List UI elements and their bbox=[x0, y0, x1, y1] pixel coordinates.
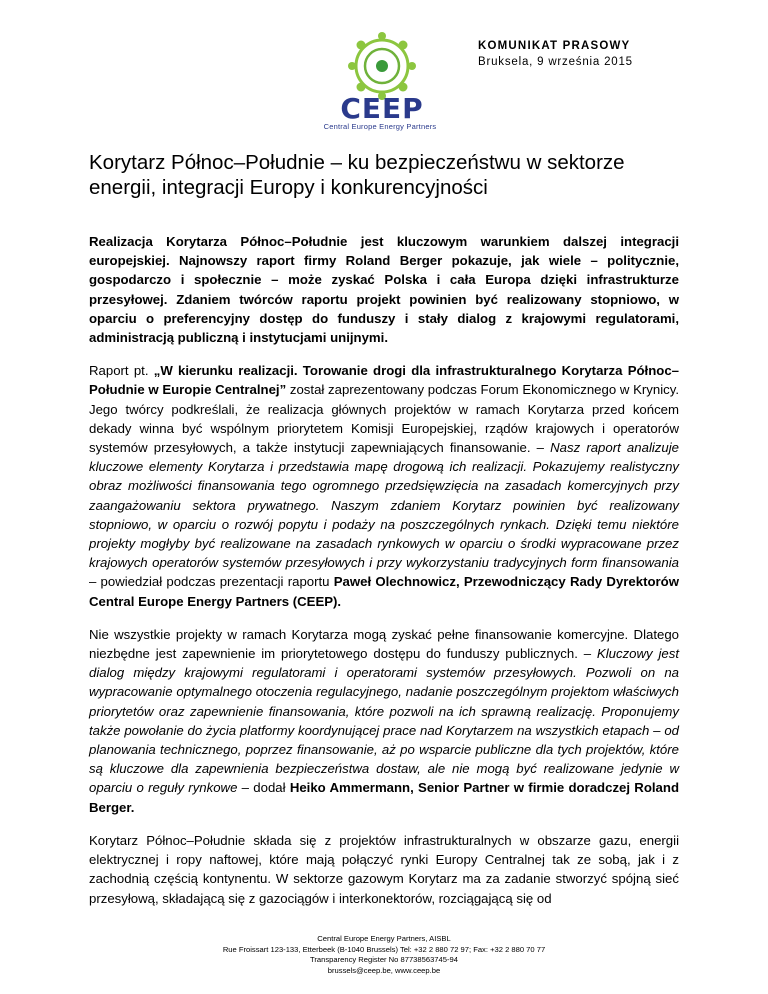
quote-olechnowicz: Nasz raport analizuje kluczowe elementy Korytarza i przedstawia mapę drogową ich realizacji. Pokazujemy realistyczny obraz możliwości finansowania tego ogromnego przedsięwzięcia na zasadach komercyjnych przy zaangażowaniu sektora prywatnego. Naszym zdaniem Korytarz powinien być realizowany stopniowo, w oparciu o rozwój popytu i podaży na poszczególnych rynkach. Dzięki temu niektóre projekty mogłyby być realizowane na zasadach rynkowych w oparciu o środki wypracowane przez krajowych operatorów systemów przesyłowych i przy wykorzystaniu tradycyjnych form finansowania bbox=[89, 440, 679, 571]
paragraph-3 bbox=[89, 625, 679, 817]
page-footer bbox=[0, 934, 768, 976]
logo-subtitle: Central Europe Energy Partners bbox=[323, 122, 437, 131]
logo-wordmark: CEEP bbox=[340, 92, 424, 125]
speaker-olechnowicz: Paweł Olechnowicz, Przewodniczący Rady Dyrektorów Central Europe Energy Partners (CEEP). bbox=[89, 574, 679, 609]
p2-text-a: Raport pt. bbox=[89, 363, 154, 379]
report-title: „W kierunku realizacji. Torowanie drogi dla infrastrukturalnego Korytarza Północ–Południe w Europie Centralnej” bbox=[89, 363, 679, 398]
p2-text-c: został zaprezentowany podczas Forum Ekonomicznego w Krynicy. Jego twórcy podkreślali, że realizacja głównych projektów w ramach Korytarza przed końcem dekady winna być wspólnym priorytetem Komisji Europejskiej, rządów krajowych i operatorów systemów przesyłowych, a także instytucji zapewniających finansowanie. – bbox=[89, 382, 679, 456]
article-body bbox=[89, 232, 679, 922]
lead-text: Realizacja Korytarza Północ–Południe jest kluczowym warunkiem dalszej integracji europejskiej. Najnowszy raport firmy Roland Berger pokazuje, jak wiele – politycznie, gospodarczo i społecznie – może zyskać Polska i cała Europa dzięki infrastrukturze przesyłowej. Zdaniem twórców raportu projekt powinien być realizowany stopniowo, w oparciu o preferencyjny dostęp do funduszy i stały dialog z krajowymi regulatorami, administracją publiczną i instytucjami unijnymi. bbox=[89, 234, 679, 346]
quote-ammermann: Kluczowy jest dialog między krajowymi regulatorami i operatorami systemów przesyłowych. Pozwoli on na wypracowanie optymalnego otoczenia regulacyjnego, nadanie poszczególnym projektom właściwych priorytetów oraz zapewnienie finansowania, które pozwoli na ich sprawną realizację. Proponujemy także powołanie do życia platformy koordynującej prace nad Korytarzem na wszystkich etapach – od planowania technicznego, poprzez finansowanie, aż po wsparcie publiczne dla tych projektów, które są kluczowe dla zapewnienia bezpieczeństwa dostaw, ale nie mogą być realizowane jedynie w oparciu o reguły rynkowe bbox=[89, 646, 679, 796]
speaker-ammermann: Heiko Ammermann, Senior Partner w firmie doradczej Roland Berger. bbox=[89, 780, 679, 815]
press-release-label: KOMUNIKAT PRASOWY bbox=[478, 40, 631, 52]
footer-contact: brussels@ceep.be, www.ceep.be bbox=[327, 965, 441, 975]
page-title: Korytarz Północ–Południe – ku bezpieczeństwu w sektorze energii, integracji Europy i konkurencyjności bbox=[89, 151, 625, 199]
paragraph-2 bbox=[89, 361, 679, 611]
p2-text-d: – powiedział podczas prezentacji raportu bbox=[89, 574, 334, 590]
lead-paragraph bbox=[89, 232, 679, 347]
footer-address: Rue Froissart 123-133, Etterbeek (B-1040 Brussels) Tel: +32 2 880 72 97; Fax: +32 2 880 70 77 bbox=[222, 944, 546, 954]
paragraph-4: Korytarz Północ–Południe składa się z projektów infrastrukturalnych w obszarze gazu, energii elektrycznej i ropy naftowej, które mają połączyć rynki Europy Centralnej tak ze sobą, jak i z zachodnią częścią kontynentu. W sektorze gazowym Korytarz ma za zadanie stworzyć spójną sieć przesyłową, składającą się z gazociągów i interkonektorów, rozciągającą się od bbox=[89, 832, 679, 906]
footer-org-name: Central Europe Energy Partners, AISBL bbox=[317, 934, 451, 943]
footer-register: Transparency Register No 87738563745-94 bbox=[310, 955, 458, 964]
dateline: Bruksela, 9 września 2015 bbox=[478, 56, 633, 68]
p3-text-b: – dodał bbox=[237, 780, 290, 796]
p3-text-a: Nie wszystkie projekty w ramach Korytarza mogą zyskać pełne finansowanie komercyjne. Dlatego niezbędne jest zapewnienie im priorytetowego dostępu do funduszy publicznych. – bbox=[89, 626, 679, 662]
